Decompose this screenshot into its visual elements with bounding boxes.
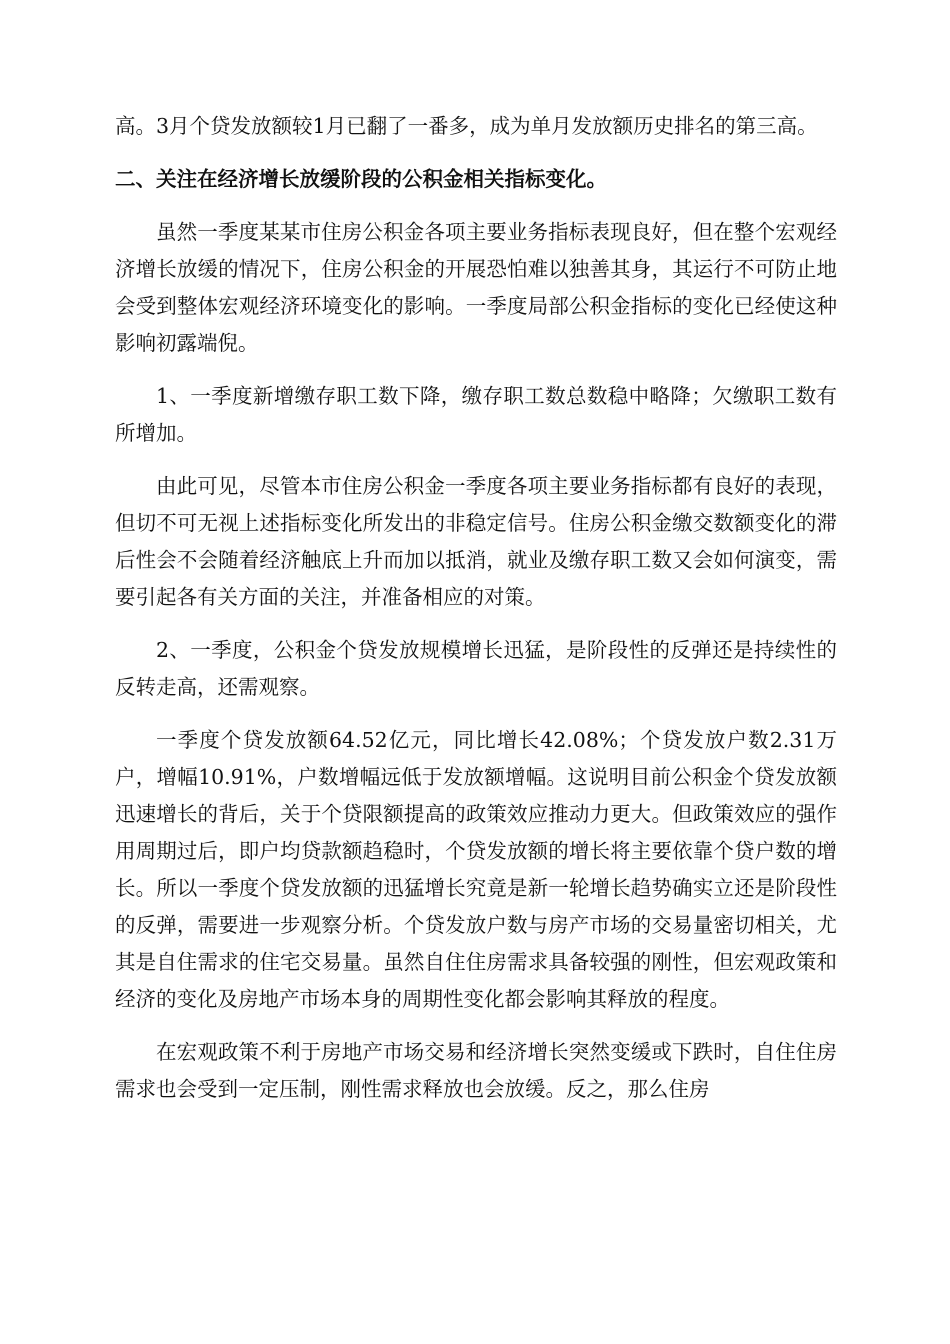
section-heading: 二、关注在经济增长放缓阶段的公积金相关指标变化。 xyxy=(115,167,607,191)
body-paragraph: 1、一季度新增缴存职工数下降，缴存职工数总数稳中略降；欠缴职工数有所增加。 xyxy=(115,384,837,445)
body-paragraph: 2、一季度，公积金个贷发放规模增长迅猛，是阶段性的反弹还是持续性的反转走高，还需观察。 xyxy=(115,638,837,699)
body-paragraph: 一季度个贷发放额64.52亿元，同比增长42.08%；个贷发放户数2.31万户，增幅10.91%，户数增幅远低于发放额增幅。这说明目前公积金个贷发放额迅速增长的背后，关于个贷限额提高的政策效应推动力更大。但政策效应的强作用周期过后，即户均贷款额趋稳时，个贷发放额的增长将主要依靠个贷户数的增长。所以一季度个贷发放额的迅猛增长究竟是新一轮增长趋势确实立还是阶段性的反弹，需要进一步观察分析。个贷发放户数与房产市场的交易量密切相关，尤其是自住需求的住宅交易量。虽然自住住房需求具备较强的刚性，但宏观政策和经济的变化及房地产市场本身的周期性变化都会影响其释放的程度。 xyxy=(115,728,837,1011)
paragraph-continuation: 高。3月个贷发放额较1月已翻了一番多，成为单月发放额历史排名的第三高。 xyxy=(115,114,818,138)
body-paragraph: 在宏观政策不利于房地产市场交易和经济增长突然变缓或下跌时，自住住房需求也会受到一定压制，刚性需求释放也会放缓。反之，那么住房 xyxy=(115,1040,837,1101)
body-paragraph: 虽然一季度某某市住房公积金各项主要业务指标表现良好，但在整个宏观经济增长放缓的情况下，住房公积金的开展恐怕难以独善其身，其运行不可防止地会受到整体宏观经济环境变化的影响。一季度局部公积金指标的变化已经使这种影响初露端倪。 xyxy=(115,220,837,355)
document-page xyxy=(115,108,837,1124)
body-paragraph: 由此可见，尽管本市住房公积金一季度各项主要业务指标都有良好的表现，但切不可无视上述指标变化所发出的非稳定信号。住房公积金缴交数额变化的滞后性会不会随着经济触底上升而加以抵消，就业及缴存职工数又会如何演变，需要引起各有关方面的关注，并准备相应的对策。 xyxy=(115,474,837,609)
